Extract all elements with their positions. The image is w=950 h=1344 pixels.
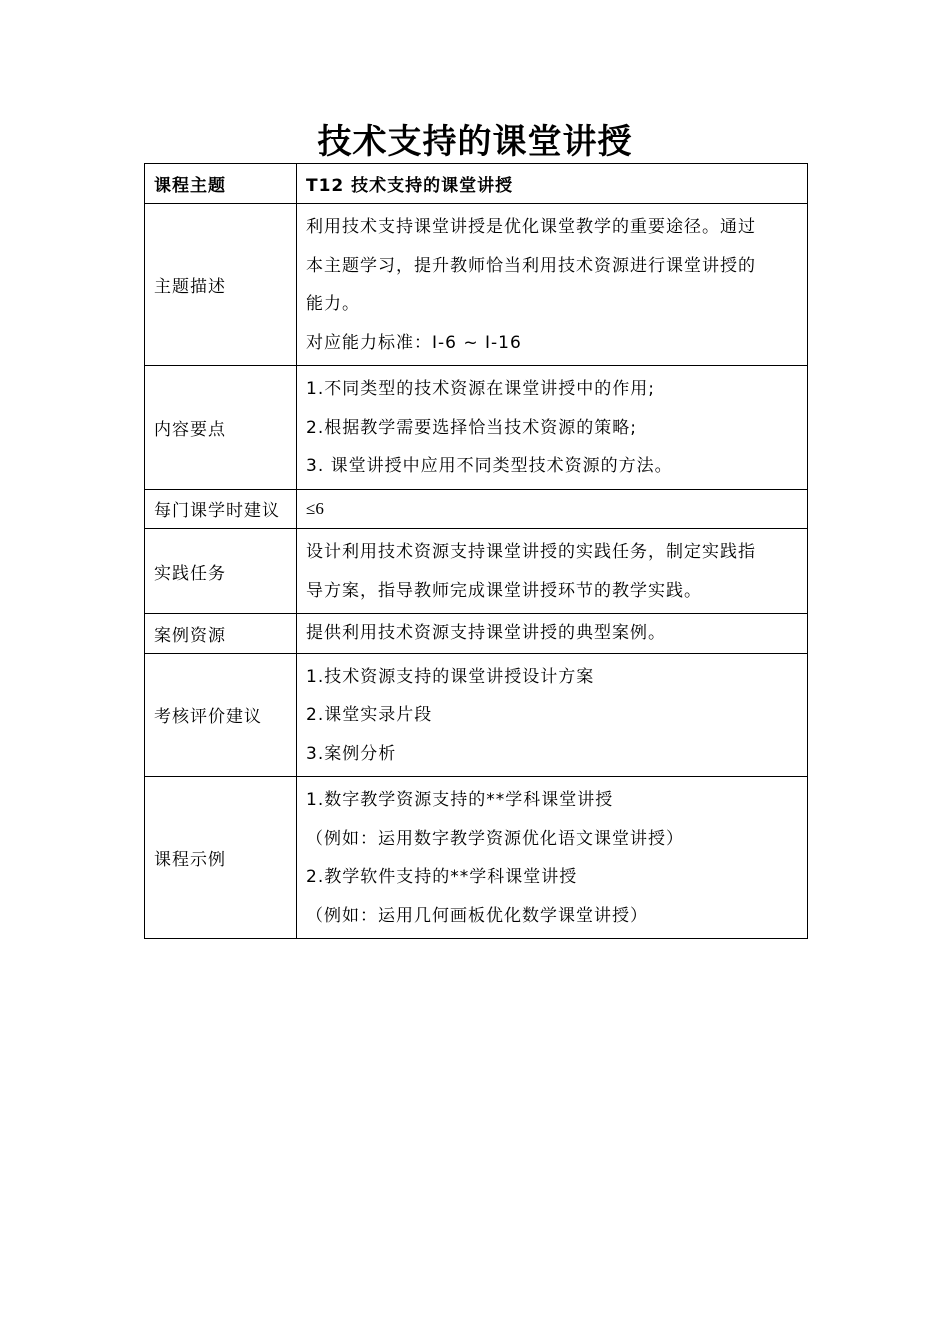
content-line: 导方案，指导教师完成课堂讲授环节的教学实践。 (306, 580, 702, 601)
course-table (144, 163, 808, 939)
content-line: （例如：运用几何画板优化数学课堂讲授） (306, 905, 648, 926)
row-label: 内容要点 (145, 366, 297, 490)
row-label: 实践任务 (145, 529, 297, 614)
content-line: 设计利用技术资源支持课堂讲授的实践任务，制定实践指 (306, 542, 756, 562)
table-row (145, 366, 808, 490)
content-line: 2.根据教学需要选择恰当技术资源的策略; (306, 417, 637, 438)
row-content (297, 777, 808, 939)
content-line: 能力。 (306, 294, 360, 314)
table-row (145, 653, 808, 777)
content-line: 对应能力标准：I-6 ~ I-16 (306, 332, 522, 353)
content-line: 2.教学软件支持的**学科课堂讲授 (306, 867, 578, 887)
content-line: 3. 课堂讲授中应用不同类型技术资源的方法。 (306, 456, 673, 476)
page-title: 技术支持的课堂讲授 (317, 122, 633, 162)
content-line: 3.案例分析 (306, 743, 397, 764)
table-row (145, 489, 808, 529)
row-label: 主题描述 (145, 204, 297, 366)
row-label: 案例资源 (145, 614, 297, 654)
row-content (297, 529, 808, 614)
table-row (145, 614, 808, 654)
table-header-row (145, 164, 808, 204)
table-row (145, 529, 808, 614)
header-label: 课程主题 (145, 164, 297, 204)
row-content (297, 614, 808, 654)
content-line: 1.数字教学资源支持的**学科课堂讲授 (306, 790, 614, 810)
content-line: 利用技术支持课堂讲授是优化课堂教学的重要途径。通过 (306, 217, 756, 237)
table-row (145, 204, 808, 366)
row-label: 考核评价建议 (145, 653, 297, 777)
content-line: （例如：运用数字教学资源优化语文课堂讲授） (306, 828, 684, 849)
row-label: 课程示例 (145, 777, 297, 939)
content-line: 本主题学习，提升教师恰当利用技术资源进行课堂讲授的 (306, 255, 756, 276)
row-content (297, 489, 808, 529)
row-label: 每门课学时建议 (145, 489, 297, 529)
row-content (297, 366, 808, 490)
content-line: 1.技术资源支持的课堂讲授设计方案 (306, 666, 595, 687)
content-line: ≤6 (306, 498, 324, 518)
row-content (297, 204, 808, 366)
content-line: 提供利用技术资源支持课堂讲授的典型案例。 (306, 623, 666, 643)
header-value: T12 技术支持的课堂讲授 (297, 164, 808, 204)
table-row (145, 777, 808, 939)
content-line: 2.课堂实录片段 (306, 705, 433, 725)
row-content (297, 653, 808, 777)
content-line: 1.不同类型的技术资源在课堂讲授中的作用; (306, 379, 655, 399)
